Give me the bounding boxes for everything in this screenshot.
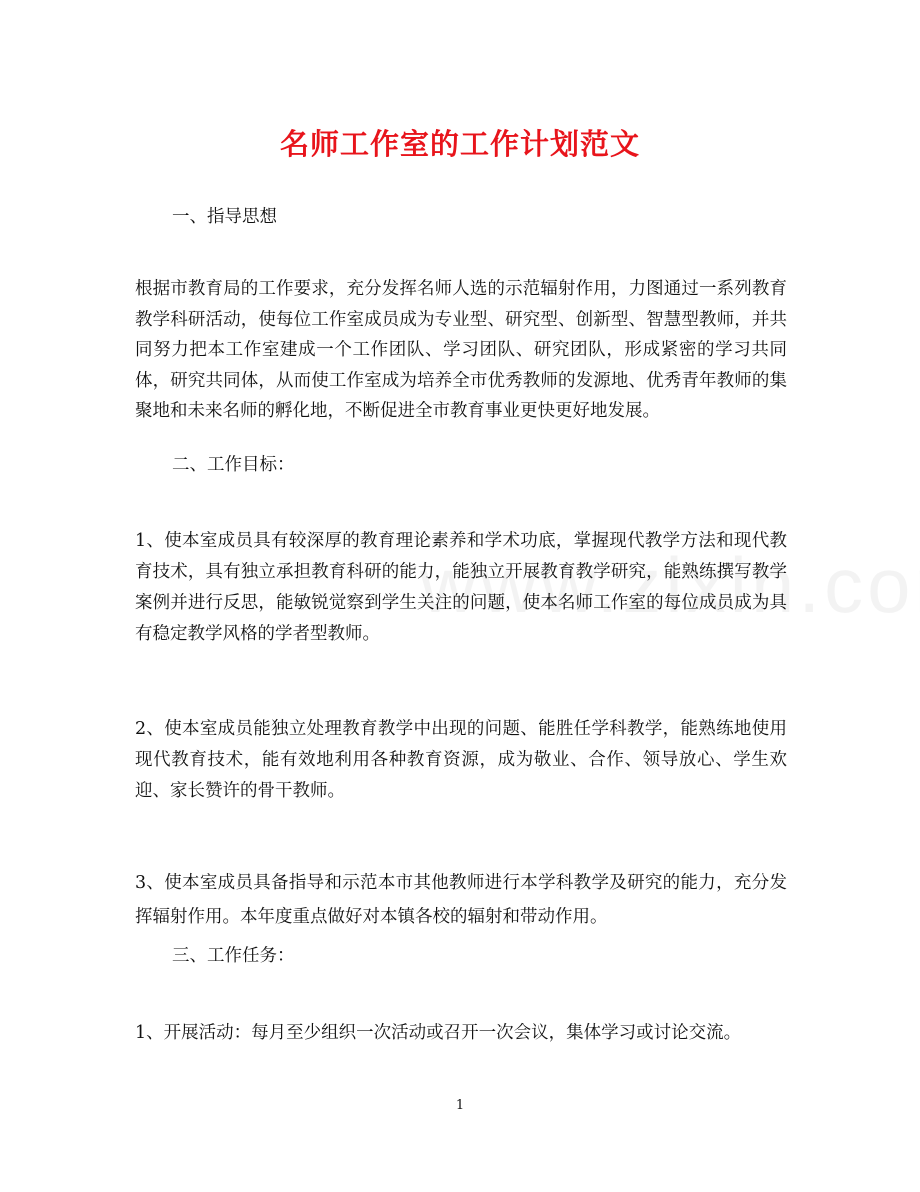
paragraph-goal-2: 2、使本室成员能独立处理教育教学中出现的问题、能胜任学科教学，能熟练地使用现代教育技术，能有效地利用各种教育资源，成为敬业、合作、领导放心、学生欢迎、家长赞许的骨干教师。: [135, 719, 787, 801]
page-number: 1: [455, 1098, 465, 1113]
paragraph-goal-3: 3、使本室成员具备指导和示范本市其他教师进行本学科教学及研究的能力，充分发挥辐射作用。本年度重点做好对本镇各校的辐射和带动作用。: [135, 873, 787, 927]
document-title: 名师工作室的工作计划范文: [279, 127, 640, 161]
paragraph-goal-1: 1、使本室成员具有较深厚的教育理论素养和学术功底，掌握现代教学方法和现代教育技术，具有独立承担教育科研的能力，能独立开展教育教学研究，能熟练撰写教学案例并进行反思，能敏锐觉察到学生关注的问题，使本名师工作室的每位成员成为具有稳定教学风格的学者型教师。: [135, 531, 787, 644]
section-heading-work-tasks: 三、工作任务：: [172, 946, 295, 966]
paragraph-guiding-ideology: 根据市教育局的工作要求，充分发挥名师人选的示范辐射作用，力图通过一系列教育教学科研活动，使每位工作室成员成为专业型、研究型、创新型、智慧型教师，并共同努力把本工作室建成一个工作团队、学习团队、研究团队，形成紧密的学习共同体，研究共同体，从而使工作室成为培养全市优秀教师的发源地、优秀青年教师的集聚地和未来名师的孵化地，不断促进全市教育事业更快更好地发展。: [135, 279, 787, 421]
paragraph-task-1: 1、开展活动：每月至少组织一次活动或召开一次会议，集体学习或讨论交流。: [135, 1023, 742, 1043]
section-heading-guiding-ideology: 一、指导思想: [172, 207, 277, 227]
section-heading-work-goals: 二、工作目标：: [172, 455, 295, 475]
